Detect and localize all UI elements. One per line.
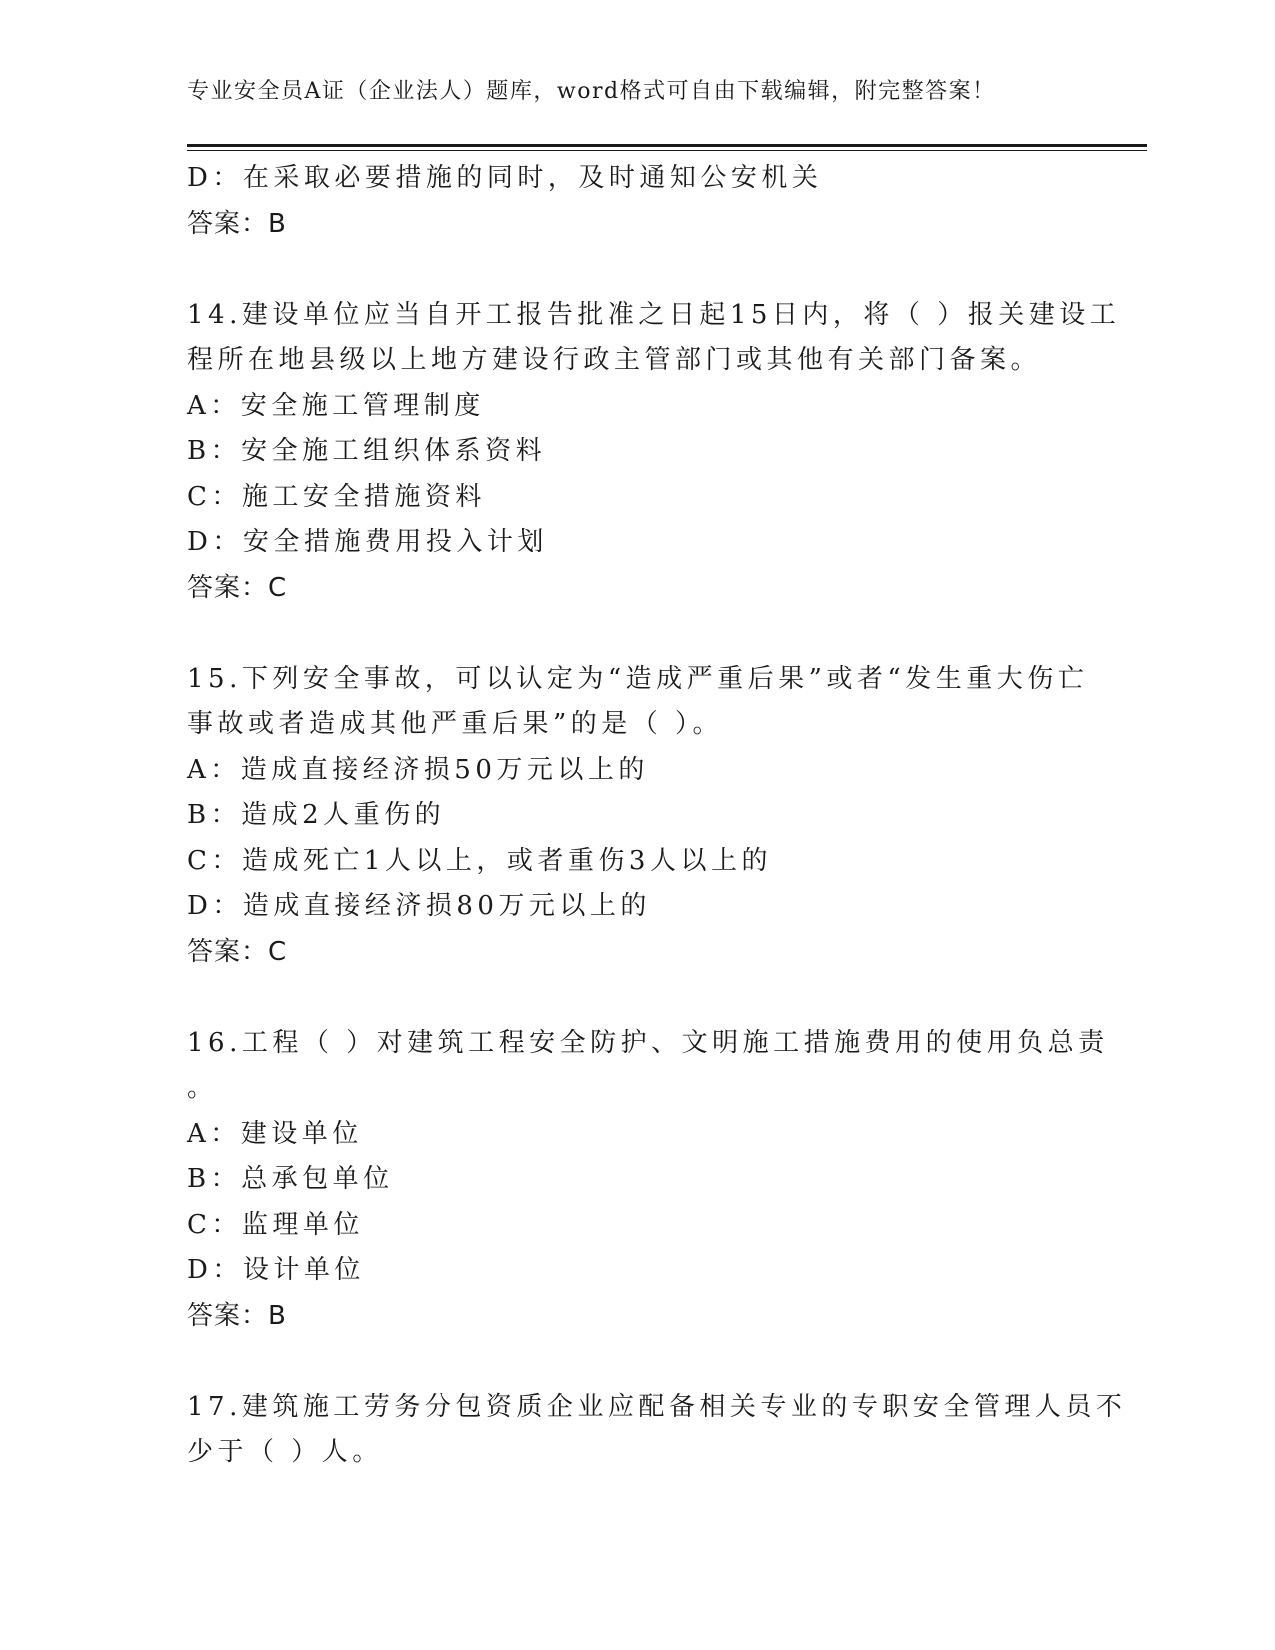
question-line: 14.建设单位应当自开工报告批准之日起15日内，将（ ）报关建设工 [187,299,1121,330]
paragraph-gap [187,975,1087,1021]
option-line: B：造成2人重伤的 [187,800,446,830]
option-line: D：在采取必要措施的同时，及时通知公安机关 [187,163,823,193]
option-line: A：建设单位 [187,1118,363,1149]
header-rule-thick [187,144,1147,147]
question-line: 17.建筑施工劳务分包资质企业应配备相关专业的专职安全管理人员不 [187,1391,1127,1422]
option-line: D：造成直接经济损80万元以上的 [187,891,651,921]
question-line: 少于（ ）人。 [187,1437,383,1467]
question-line: 。 [187,1073,218,1103]
question-line: 16.工程（ ）对建筑工程安全防护、文明施工措施费用的使用负总责 [187,1027,1109,1058]
option-line: B：安全施工组织体系资料 [187,436,547,466]
question-line: 程所在地县级以上地方建设行政主管部门或其他有关部门备案。 [187,345,1042,375]
header-rule-thin [187,150,1147,151]
answer-line: 答案：B [187,1300,287,1331]
answer-line: 答案：C [187,936,288,967]
paragraph-gap [187,1339,1087,1385]
option-line: C：监理单位 [187,1209,364,1240]
option-line: A：造成直接经济损50万元以上的 [187,754,649,785]
answer-line: 答案：B [187,208,287,239]
option-line: A：安全施工管理制度 [187,390,485,421]
option-line: D：设计单位 [187,1255,365,1285]
document-body [187,156,1127,1476]
page-header: 专业安全员A证（企业法人）题库，word格式可自由下载编辑，附完整答案！ [187,79,996,104]
option-line: B：总承包单位 [187,1164,394,1194]
option-line: C：施工安全措施资料 [187,481,486,512]
option-line: C：造成死亡1人以上，或者重伤3人以上的 [187,845,772,876]
answer-line: 答案：C [187,572,288,603]
paragraph-gap [187,611,1087,657]
option-line: D：安全措施费用投入计划 [187,527,548,557]
question-line: 事故或者造成其他严重后果”的是（ ）。 [187,709,724,739]
paragraph-gap [187,247,1087,293]
question-line: 15.下列安全事故，可以认定为“造成严重后果”或者“发生重大伤亡 [187,663,1089,694]
